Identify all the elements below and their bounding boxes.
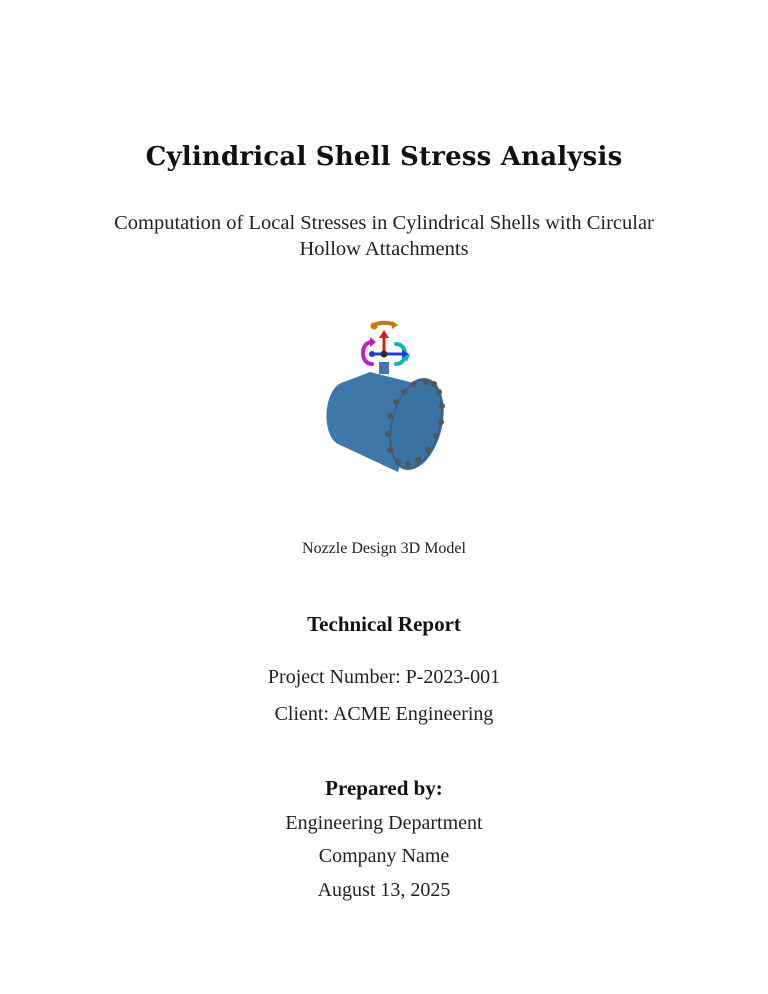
nozzle-model-svg — [314, 316, 454, 476]
figure-caption: Nozzle Design 3D Model — [302, 540, 466, 557]
nozzle-stub — [379, 362, 389, 374]
document-title: Cylindrical Shell Stress Analysis — [145, 142, 623, 172]
torque-arrow-icon — [371, 321, 399, 330]
load-origin-point — [381, 351, 388, 358]
prepared-by-heading: Prepared by: — [325, 776, 443, 800]
report-date: August 13, 2025 — [317, 879, 451, 901]
department-name: Engineering Department — [285, 812, 483, 834]
client-name: Client: ACME Engineering — [274, 703, 494, 725]
nozzle-3d-model-figure — [314, 316, 454, 476]
document-subtitle: Computation of Local Stresses in Cylindrical Shells with Circular Hollow Attachments — [114, 212, 654, 260]
project-number: Project Number: P-2023-001 — [267, 666, 501, 688]
company-name: Company Name — [318, 845, 450, 867]
moment-arrow-left-icon — [363, 337, 376, 364]
report-type-heading: Technical Report — [307, 612, 461, 636]
cylinder-shell — [326, 372, 453, 476]
